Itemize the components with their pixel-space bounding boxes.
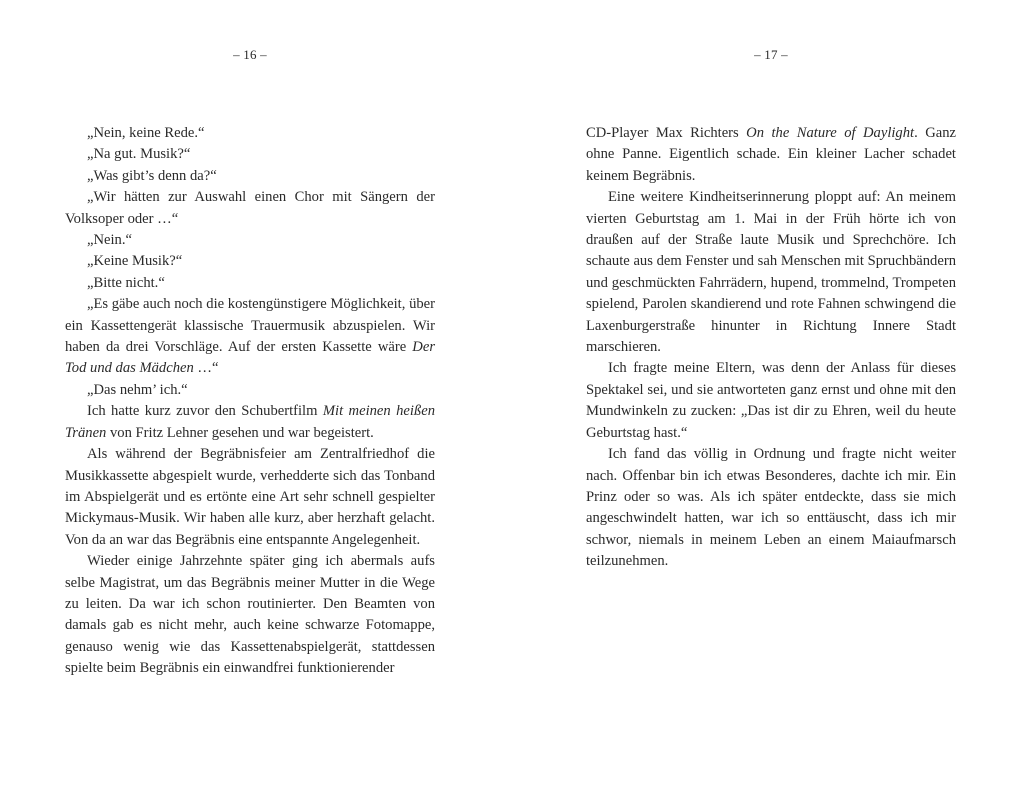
text-run: „Keine Musik?“ [87,253,183,270]
text-run: „Nein.“ [87,232,132,249]
text-run: CD-Player Max Richters [586,125,747,141]
paragraph [65,273,435,294]
text-run: „Es gäbe auch noch die kostengünstigere Möglichkeit, über ein Kassettengerät klassische Trauermusik abzuspielen. Wir haben da drei Vorschläge. Auf der ersten Kassette wäre [65,296,435,356]
text-run: Ich fand das völlig in Ordnung und fragte nicht weiter nach. Offenbar bin ich etwas Besonderes, dachte ich mir. Ein Prinz oder so was. Als ich später entdeckte, dass sie mich angeschwindelt hatten, war ich so enttäuscht, dass ich mir schwor, niemals in meinem Leben an einem Maiaufmarsch teilzunehmen. [586,446,956,570]
left-page-text [65,123,435,680]
paragraph [65,401,435,444]
text-run: „Was gibt’s denn da?“ [87,167,217,184]
right-page [586,0,956,794]
paragraph [65,187,435,230]
text-run: Als während der Begräbnisfeier am Zentralfriedhof die Musikkassette abgespielt wurde, verhedderte sich das Tonband im Abspielgerät und es ertönte eine Art sehr schnell gespielter Mickymaus-Musik. Wir haben alle kurz, aber herzhaft gelacht. Von da an war das Begräbnis eine entspannte Angelegenheit. [65,446,435,548]
paragraph [65,144,435,165]
paragraph [586,358,956,444]
text-run: „Wir hätten zur Auswahl einen Chor mit Sängern der Volksoper oder …“ [65,189,435,227]
text-run: Ich fragte meine Eltern, was denn der Anlass für dieses Spektakel sei, und sie antworteten ganz ernst und ohne mit den Mundwinkeln zu zucken: „Das ist dir zu Ehren, weil du heute Geburtstag hast.“ [586,360,956,441]
text-run: von Fritz Lehner gesehen und war begeistert. [106,424,374,441]
text-run: Wieder einige Jahrzehnte später ging ich abermals aufs selbe Magistrat, um das Begräbnis meiner Mutter in die Wege zu leiten. Da war ich schon routinierter. Den Beamten von damals gab es nicht mehr, auch keine schwarze Fotomappe, genauso wenig wie das Kassettenabspielgerät, stattdessen spielte beim Begräbnis ein einwandfrei funktionierender [65,553,435,677]
page-number-right: – 17 – [754,47,788,62]
italic-title: Mit meinen heißen Tränen [65,403,435,441]
paragraph [586,123,956,187]
paragraph [65,380,435,401]
text-run: „Nein, keine Rede.“ [87,125,205,141]
paragraph [65,166,435,187]
text-run: „Bitte nicht.“ [87,274,165,291]
paragraph [65,294,435,380]
text-run: Ich hatte kurz zuvor den Schubertfilm [87,403,323,420]
paragraph [65,444,435,551]
paragraph [65,251,435,272]
text-run: . Ganz ohne Panne. Eigentlich schade. Ein kleiner Lacher schadet keinem Begräbnis. [586,125,956,184]
paragraph [65,230,435,251]
italic-title: On the Nature of Daylight [746,125,915,141]
paragraph [586,444,956,572]
page-number-left: – 16 – [233,47,267,62]
italic-title: Der Tod und das Mädchen [65,339,435,377]
left-page [65,0,435,794]
text-run: „Das nehm’ ich.“ [87,381,188,398]
text-run: …“ [193,360,219,377]
paragraph [65,123,435,144]
right-page-text [586,123,956,573]
paragraph [65,551,435,679]
paragraph [586,187,956,358]
text-run: Eine weitere Kindheitserinnerung ploppt auf: An meinem vierten Geburtstag am 1. Mai in der Früh hörte ich von draußen auf der Straße laute Musik und Sprechchöre. Ich schaute aus dem Fenster und sah Menschen mit Spruchbändern und geschmückten Fahrrädern, hupend, trommelnd, Trompeten spielend, Parolen skandierend und rote Fahnen schwingend die Laxenburgerstraße hinunter in Richtung Innere Stadt marschieren. [586,189,956,356]
text-run: „Na gut. Musik?“ [87,146,191,163]
